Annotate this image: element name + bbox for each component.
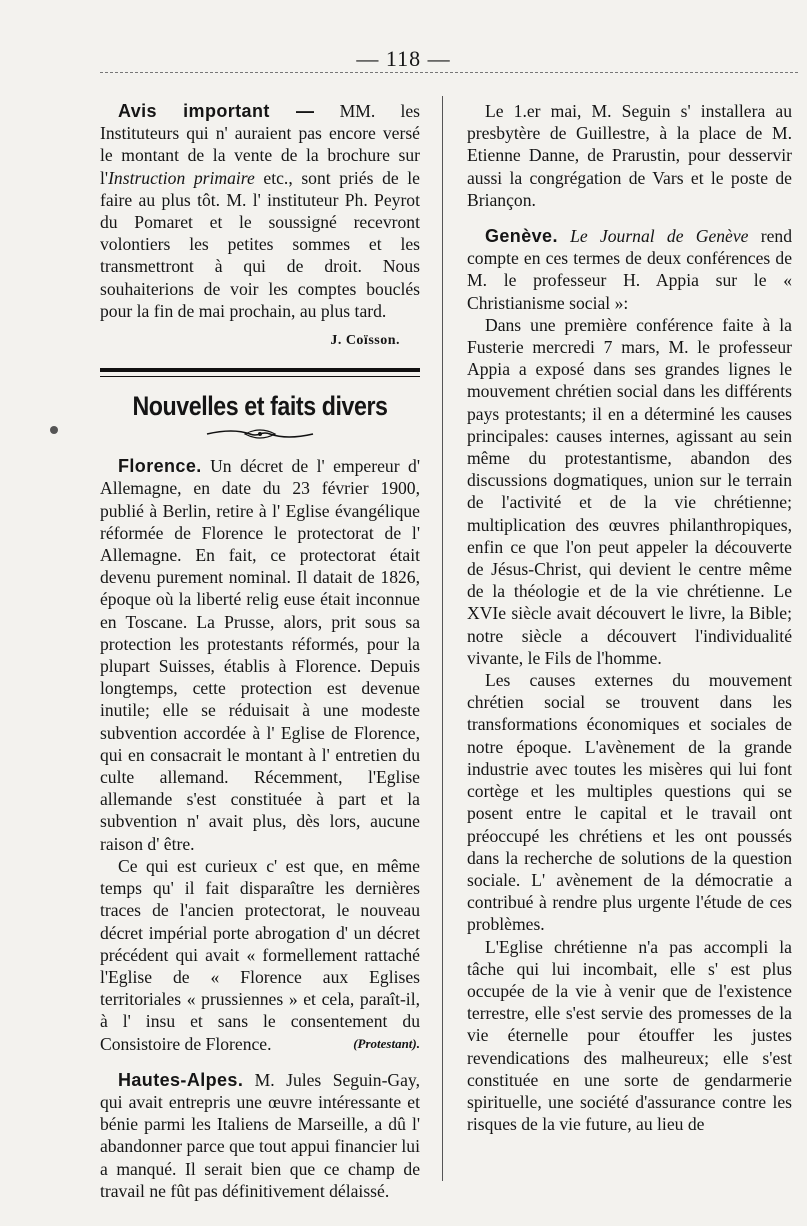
ornament-flourish-icon	[205, 427, 315, 441]
right-column	[467, 100, 792, 1135]
geneve-paragraph-1	[467, 225, 792, 314]
geneve-lead: Genève.	[485, 226, 558, 247]
florence-paragraph-2	[100, 855, 420, 1055]
florence-lead: Florence.	[118, 456, 202, 477]
geneve-article	[467, 225, 792, 1135]
ink-spot	[50, 426, 58, 434]
hautes-alpes-article-start	[100, 1069, 420, 1202]
column-divider	[442, 96, 443, 1181]
hautes-alpes-paragraph-1	[100, 1069, 420, 1202]
florence-text-1: Un décret de l' empereur d' Allemagne, en date du 23 février 1900, publié à Berlin, retire à l' Eglise évangélique réformée de Florence le protectorat de l' Allemagne. En fait, ce protectorat était devenu purement nominal. Il datait de 1826, époque où la liberté relig euse était inconnue en Toscane. La Prusse, alors, prit sous sa protection les protestants réformés, pour la plupart Suisses, établis à Florence. Depuis longtemps, cette protection est devenue inutile; elle se réduisait à une modeste subvention accordée à l' Eglise de Florence, qui en consacrait le montant à l' entretien du culte allemand. Récemment, l'Eglise allemande s'est constituée à part et la subvention n' avait plus, dès lors, aucune raison d' être.	[100, 456, 420, 854]
section-heading: Nouvelles et faits divers	[132, 391, 388, 422]
florence-text-2: Ce qui est curieux c' est que, en même temps qu' il fait disparaître les dernières traces de l'ancien protectorat, le nouveau décret impérial porte abrogation d' un décret précédent qui avait « formellement rattaché l'Eglise de « Florence aux Eglises territoriales « prussiennes » et cela, paraît-il, à l' insu et sans le consentement du Consistoire de Florence.	[100, 855, 420, 1054]
avis-notice	[100, 100, 420, 352]
section-rule-thick	[100, 368, 420, 372]
section-rule-thin	[100, 376, 420, 377]
avis-text2: etc., sont priés de le faire au plus tôt. M. l' instituteur Ph. Peyrot du Pomaret et le soussigné recevront volontiers les petites sommes et les transmettront à qui de droit. Nous souhaiterions de voir les comptes bouclés pour la fin de mai prochain, au plus tard.	[100, 167, 420, 321]
header-rule	[100, 72, 798, 73]
hautes-alpes-text-1: M. Jules Seguin-Gay, qui avait entrepris une œuvre intéressante et bénie parmi les Italiens de Marseille, a dû l' abandonner parce que tout appui financier lui a manqué. Il serait bien que ce champ de travail ne fût pas définitivement délaissé.	[100, 1069, 420, 1201]
geneve-journal: Le Journal de Genève	[570, 226, 749, 247]
geneve-text-1: rend compte en ces termes de deux conférences de M. le professeur H. Appia sur le « Christianisme social »:	[467, 226, 792, 313]
florence-source: (Protestant).	[353, 1035, 420, 1051]
geneve-paragraph-3: Les causes externes du mouvement chrétien social se trouvent dans les transformations économiques et sociales de notre époque. L'avènement de la grande industrie avec toutes les misères qui lui font cortège et les multiples questions qui se posent entre le capital et le travail ont préoccupé les chrétiens et les ont poussés dans la recherche de solutions de la question sociale. L' avènement de la démocratie a contribué à rendre plus urgente l'étude de ces problèmes.	[467, 670, 792, 935]
hautes-alpes-text-2: Le 1.er mai, M. Seguin s' installera au presbytère de Guillestre, à la place de M. Etienne Danne, de Prarustin, pour desservir aussi la congrégation de Vars et le poste de Briançon.	[467, 101, 792, 210]
hautes-alpes-paragraph-2	[467, 100, 792, 211]
florence-article	[100, 455, 420, 1054]
geneve-paragraph-2: Dans une première conférence faite à la Fusterie mercredi 7 mars, M. le professeur Appia a exposé dans ses grandes lignes le mouvement chrétien social dans les différents pays protestants; il en a déterminé les causes principales: causes internes, agissant au sein même du protestantisme, abandon des discussions dogmatiques, union sur le terrain de l'activité et de la vie chrétienne; multiplication des œuvres philanthropiques, enfin ce que l'on peut appeler la découverte de Jésus-Christ, qui devient le centre même de la théologie et de la vie chrétienne. Le XVIe siècle avait découvert le livre, la Bible; notre siècle a découvert l'individualité vivante, le Fils de l'homme.	[467, 314, 792, 668]
geneve-paragraph-4: L'Eglise chrétienne n'a pas accompli la tâche qui lui incombait, elle s' est plus occupée de la vie à venir que de l'existence terrestre, elle s'est servie des promesses de la vie éternelle pour étouffer les justes revendications des malheureux; elle s'est constituée en une sorte de gendarmerie spirituelle, une société d'assurance contre les risques de la vie future, au lieu de	[467, 936, 792, 1135]
avis-text: MM. les Instituteurs qui n' auraient pas encore versé le montant de la vente de la brochure sur l'	[100, 101, 420, 188]
avis-lead: Avis important —	[118, 101, 315, 121]
hautes-alpes-lead: Hautes-Alpes.	[118, 1069, 244, 1090]
florence-paragraph-1	[100, 455, 420, 855]
page-number: — 118 —	[356, 46, 451, 71]
avis-italic: Instruction primaire	[108, 167, 255, 188]
avis-signature: J. Coïsson.	[330, 333, 400, 349]
avis-paragraph	[100, 100, 420, 322]
left-column	[100, 100, 420, 1202]
